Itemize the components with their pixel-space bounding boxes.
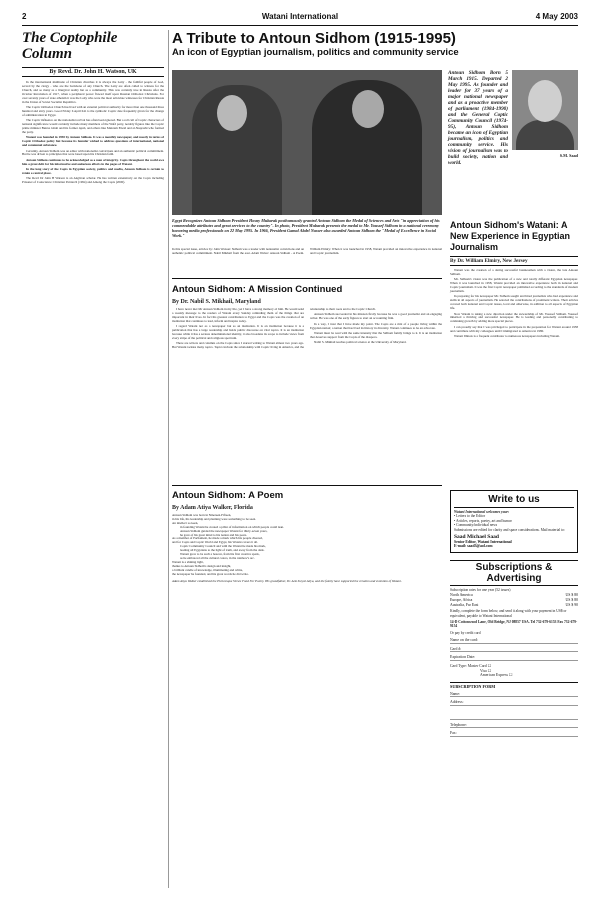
write-item: • Articles, reports, poetry, art and humor	[454, 518, 512, 523]
poem-line: Antoun Sidhom was born in Nineteen-Fifteen,	[172, 513, 232, 517]
rate-row: Australia, Far East US $ 90	[450, 602, 578, 607]
fax-field[interactable]: Fax:	[450, 731, 578, 737]
rates-table	[450, 593, 578, 607]
column-paragraph: Certainly, Antoun Sidhom was an editor with nationalist convictions and an authentic political commitment. But he was driven to principles that were based upon his Christian faith.	[22, 148, 164, 157]
medal-ceremony-photo	[172, 70, 442, 215]
coptophile-column	[22, 30, 164, 890]
poem-line: thanks to Antoun Sidhom's design and insight,	[172, 563, 232, 568]
photo-credit: S.M. Saad	[559, 153, 578, 158]
poem-author-note: Adam Atiya Walker established the Picturesque Verses Fund For Poetry. His grandfather, Dr. Aziz Suryal Atiya, and the family have supported the creation and evolution of Watani.	[172, 578, 402, 583]
card-type-visa[interactable]: Visa ☐	[480, 668, 492, 673]
main-subhead: An icon of Egyptian journalism, politics and community service	[172, 47, 459, 58]
poem-line: the newspaper he founded, and his great words he did write.	[172, 571, 249, 576]
pay-by-card: Or pay by credit card	[450, 630, 481, 635]
poem-line: Coptic Community Council and with the Watani he made his mark,	[180, 544, 266, 549]
column-paragraph: Antoun Sidhom continues to be acknowledged as a man of integrity. Copts throughout the world owe him a great debt for his informative and audacious efforts in the pages of Watani.	[22, 157, 164, 166]
side-title: Antoun Sidhom's Watani: A New Experience in Egyptian Journalism	[450, 220, 571, 252]
sidhom-portrait	[512, 70, 578, 150]
mission-article	[172, 282, 442, 498]
write-item: • Community/individual news	[454, 523, 498, 528]
mission-paragraph: I have never met Mr Antoun Sidhom in my life, yet I have a strong memory of him. He would send a weekly message to the readers of Watani every Sunday reminding them of the things that are important in their lives. In fact his greatest contribution to Egypt and the Copts was the creation of an institution that continues to lead, inform and inspire today.	[172, 308, 304, 323]
rates-label: Subscription rates for one year (52 issues)	[450, 588, 511, 592]
column-paragraph: In the international multitude of Christian churches it is always the Laity - the faithful people of God, served by the clergy - who are the backbone of any Church. The Laity are often called to witness for the Church, and so many as a liturgical reality but as a community. This was certainly true in Russia after the October Revolution of 1917, when a peripheral power flowed itself upon Russian Orthodox Christians. For over seventy years of state atheism it was the Laity who were the most articulate witnesses for Christian Russia in the Union of Soviet Socialist Republics.	[22, 80, 164, 104]
poem-line: As a member of Parliament, he made a mark which his people cheered,	[172, 536, 263, 541]
mission-paragraph: There are writers and columns on the Copts since I started writing to Watani almost two years ago. But Watani tackles many topics. Topics include the relationship with Coptic living in America, and the relationship to their roots and to the Coptic Church.	[172, 308, 376, 350]
page-number: 2	[22, 12, 27, 21]
poem-line: An intellect so keen,	[172, 520, 199, 525]
poem-line: as he embraced all the cultural colors, in the rainbow's arc.	[180, 555, 255, 560]
side-byline: By Dr. William Elmiry, New Jersey	[450, 256, 578, 266]
poem-byline: By Adam Atiya Walker, Florida	[172, 505, 253, 511]
subscription-address: 14-D Cottonwood Lane, Old Bridge, NJ 08857 USA. Tel 732-679-6153 Fax 732-679-9154	[450, 620, 578, 629]
editor-name: Saad Michael Saad	[454, 534, 499, 541]
column-paragraph: The Coptic influence on the nationalist revival has often been ignored. But a roll call of Coptic characters of national significance would certainly include many members of the Wafd party, notably figures like the Coptic prime minister Butrus Ghali and his former Ayub, and others like Makram Ebeid and al-Nuqrashi who formed the party.	[22, 118, 164, 134]
issue-date: 4 May 2003	[535, 12, 578, 21]
subscription-form-title: SUBSCRIPTION FORM	[450, 682, 578, 689]
card-type-amex[interactable]: American Express ☐	[480, 673, 513, 678]
poem-line: a brilliant candle of knowledge, illuminating and white,	[172, 567, 243, 572]
poem-line: in founding Watani he created a pillar of information on which people could lean.	[180, 524, 284, 529]
subscriptions-box	[450, 560, 578, 737]
side-paragraph: Watani was the creation of a daring successful businessman with a vision, the late Antoun Sidhom.	[450, 268, 578, 276]
tribute-section	[172, 30, 578, 736]
side-paragraph: Mr. Sidhom's vision was the publication of a new and totally different Egyptian newspaper. When it was launched in 1958, Watani provided an innovative experience both in national and Coptic journalism. It was the first Coptic newspaper published according to the standards of modern journalism.	[450, 277, 578, 294]
column-paragraph: The Revd Dr John H Watson is an Anglican scholar. He has written extensively on the Copts including Prisoner of Conscience: Christian Patriarch (1994) and Among the Copts (2000).	[22, 176, 164, 185]
side-paragraph: Watani Illinois is a frequent contributor to numerous newspapers including Watani.	[454, 334, 560, 339]
column-paragraph: Watani was founded in 1958 by Antoun Sidhom. It was a monthly newspaper, and mostly in terms of Coptic Orthodox policy but because its founder wished to address questions of international, national and communal substance.	[22, 135, 164, 148]
write-to-us-box	[450, 490, 578, 553]
telephone-field[interactable]: Telephone:	[450, 723, 578, 729]
side-paragraph: I can proudly say that I was privileged to participate in the preparation for Watani around 1958 and contribute with my colleagues until I immigrated to America in 1980.	[450, 324, 578, 333]
section-rule	[172, 278, 442, 279]
mission-paragraph: Nabil S. Mikhail teaches political science at the University of Maryland.	[314, 340, 407, 345]
write-title: Write to us	[454, 494, 574, 508]
name-on-card-field[interactable]: Name on the card:	[450, 638, 578, 644]
publication-name: Watani International	[261, 12, 339, 21]
watani-experience-article	[450, 220, 578, 341]
editor-email[interactable]: E-mail: saad3@aol.com	[454, 544, 493, 549]
mission-paragraph: In a way, I trust that I have made my point. The Copts are a mix of a people living within the Egyptian nation; a nation that has lived its history in diversity. Watani continues to be an advocate.	[310, 321, 442, 330]
rate-row: North America US $ 80	[450, 593, 578, 598]
editor-title: Senior Editor, Watani International	[454, 540, 512, 545]
card-number-field[interactable]: Card #:	[450, 647, 578, 653]
poem-line: in his life, his leadership and planning were something to be seen.	[172, 516, 257, 521]
special-issue-intro: In this special issue, articles by: John Watson: Sidhom was a leader with nationalist convictions and an authentic political commitment. Nabil Mikhail from the east. Adam Weber: Antoun Sidhom - A Poem. William Elmiry: When it was launched in 1958, Watani provided an innovative experience in national and Coptic journalism.	[172, 247, 442, 255]
poem-title: Antoun Sidhom: A Poem	[172, 490, 284, 501]
mission-body	[172, 308, 442, 498]
side-paragraph: In preparing for his newspaper Mr. Sidhom sought and hired journalists who had experience and skills in all aspects of journalism. He selected the contributions of prominent writers. Their articles covered both national and Coptic issues, local and otherwise, in addition to all aspects of Egyptian life.	[450, 294, 578, 311]
column-body	[22, 81, 164, 185]
column-divider	[168, 30, 169, 888]
column-paragraph: In the long story of the Copts in Egyptian society, politics and media, Antoun Sidhom is certain to retain a central place.	[22, 167, 164, 176]
column-title: The Coptophile Column	[22, 30, 118, 62]
subscriptions-title: Subscriptions & Advertising	[450, 560, 578, 586]
column-paragraph: The Coptic Orthodox Church has lived with an external political authority for more than one thousand three hundred and sixty years. Good Friday 6 April 641 is the symbolic Coptic date frequently given for the change of administration in Egypt.	[22, 104, 164, 117]
side-paragraph: Now Watani is taking a new direction under the stewardship of Mr. Youssef Sidhom. Youssef inherited a thriving and successful newspaper. He is leading and personally contributing to continuing growth by adding more special pieces.	[450, 311, 578, 324]
address-line-2[interactable]	[450, 714, 578, 720]
section-rule	[172, 485, 442, 486]
rate-row: Europe, Africa US $ 80	[450, 598, 578, 602]
mission-paragraph: Antoun Sidhom succeeded in his mission firstly because he was a good journalist and an engaging writer. He was one of the early figures to start an accounting firm.	[310, 312, 442, 321]
mission-title: Antoun Sidhom: A Mission Continued	[172, 284, 343, 295]
photo-caption: Egypt Recognizes Antoun Sidhom President Hosny Mubarak posthumously granted Antoun Sidhom the Medal of Sciences and Arts "in appreciation of his commendable attributes and great services to the country". In photo, President Mubarak presents the medal to Mr. Youssef Sidhom in a national ceremony honoring media professionals on 22 May 1995. In 1966, President Gamal Abdel Nasser also awarded Antoun Sidhom the "Medal of Excellence in Social Work."	[172, 218, 440, 238]
page-header	[22, 10, 578, 24]
main-headline: A Tribute to Antoun Sidhom (1915-1995)	[172, 30, 456, 47]
subscription-instructions: Kindly, complete the form below, and send it along with your payment in US$ or equivalent, payable to Watani International	[450, 609, 567, 618]
side-body	[450, 269, 578, 339]
write-intro: Watani International welcomes your:	[454, 510, 510, 514]
address-field[interactable]: Address:	[450, 700, 578, 706]
expiration-field[interactable]: Expiration Date:	[450, 655, 578, 661]
poem-line: Watani is a shining light,	[172, 559, 204, 564]
poem-line: he gave of his great mind to his nation and his peers.	[180, 532, 248, 537]
mission-byline: By Dr. Nabil S. Mikhail, Maryland	[172, 299, 261, 305]
poem-line: Antoun Sidhom guided the newspaper Watani for thirty-seven years,	[180, 528, 268, 533]
card-type-mastercard[interactable]: Card Type: Master Card ☐	[450, 664, 492, 668]
poem-body	[172, 514, 442, 583]
poem-line: leading all Egyptians to the light of truth, and away from the dark.	[180, 548, 265, 553]
column-byline: By Revd. Dr. John H. Watson, UK	[22, 67, 164, 77]
write-note: Submissions are edited for clarity and space considerations. Mail material to:	[454, 527, 565, 532]
poem-line: and for Copts and Coptic World and Egypt, his Watani covers it all.	[172, 540, 258, 545]
header-rule	[22, 25, 578, 26]
sidhom-bio: Antoun Sidhom Born 5 March 1915. Departed 2 May 1995. As founder and leader for 37 years of a major national newspaper and as a proactive member of parliament (1984-1990) and the General Coptic Community Council (1974-95), Antoun Sidhom became an icon of Egyptian journalism, politics and community service. His vision of journalism was to build society, nation and world.	[448, 70, 508, 166]
name-field[interactable]: Name:	[450, 692, 578, 698]
mission-paragraph: I regard Watani not as a newspaper but as an institution. It is an institution because it is a publication that has a large readership and holds public discourse on vital topics. It is an institution because while it has a serious denominational identity, it also broadens its scope to include views from every stripe of the political and religious spectrum.	[172, 324, 304, 340]
write-item: • Letters to the Editor	[454, 514, 486, 519]
mission-paragraph: Watani must be read with the same intensity that the Sidhom family brings to it. It is an institution that deserves support from the Copts of the diaspora.	[310, 331, 442, 339]
poem-article	[172, 490, 442, 583]
poem-line: Watani grew to be such a beacon, from his first creative spark,	[180, 552, 260, 557]
